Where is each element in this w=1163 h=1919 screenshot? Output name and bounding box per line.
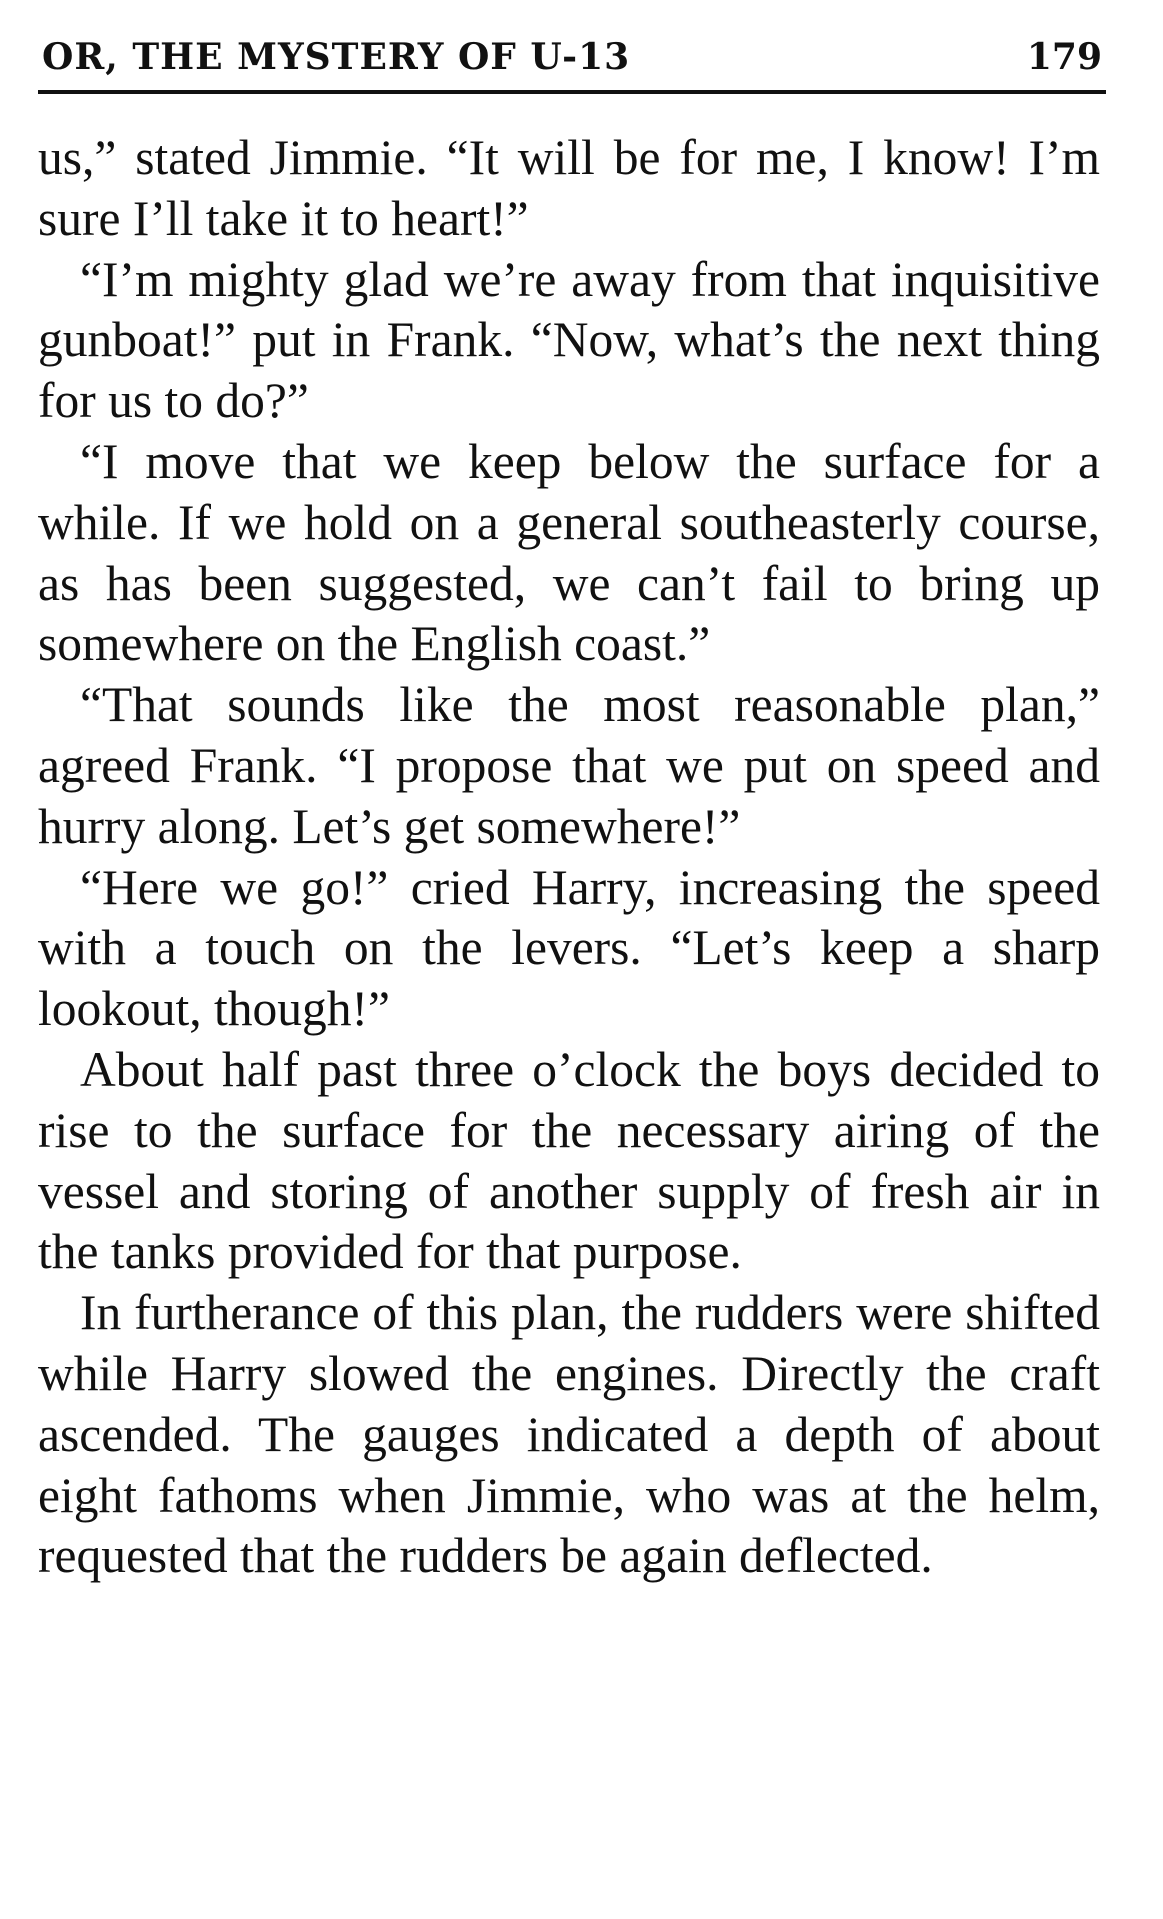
page-number: 179 (1026, 36, 1102, 78)
paragraph: “Here we go!” cried Harry, increasing the speed with a touch on the levers. “Let’s keep a sharp lookout, though!” (38, 859, 1100, 1037)
paragraph: About half past three o’clock the boys decided to rise to the surface for the necessary airing of the vessel and storing of another supply of fresh air in the tanks provided for that purpose. (38, 1041, 1100, 1280)
header-rule (38, 90, 1106, 94)
paragraph: In furtherance of this plan, the rudders were shifted while Harry slowed the engines. Directly the craft ascended. The gauges indicated a depth of about eight fathoms when Jimmie, who was at the helm, requested that the rudders be again deflected. (38, 1285, 1100, 1584)
running-head: OR, THE MYSTERY OF U-13 (42, 36, 631, 78)
paragraph: “I move that we keep below the surface for a while. If we hold on a general southeasterly course, as has been suggested, we can’t fail to bring up somewhere on the English coast.” (38, 433, 1100, 672)
paragraph: “That sounds like the most reasonable plan,” agreed Frank. “I propose that we put on speed and hurry along. Let’s get somewhere!” (38, 677, 1100, 854)
body-text (38, 128, 1100, 1587)
page-header (42, 28, 1102, 98)
paragraph: “I’m mighty glad we’re away from that inquisitive gunboat!” put in Frank. “Now, what’s the next thing for us to do?” (38, 251, 1100, 429)
paragraph: us,” stated Jimmie. “It will be for me, I know! I’m sure I’ll take it to heart!” (38, 130, 1100, 246)
